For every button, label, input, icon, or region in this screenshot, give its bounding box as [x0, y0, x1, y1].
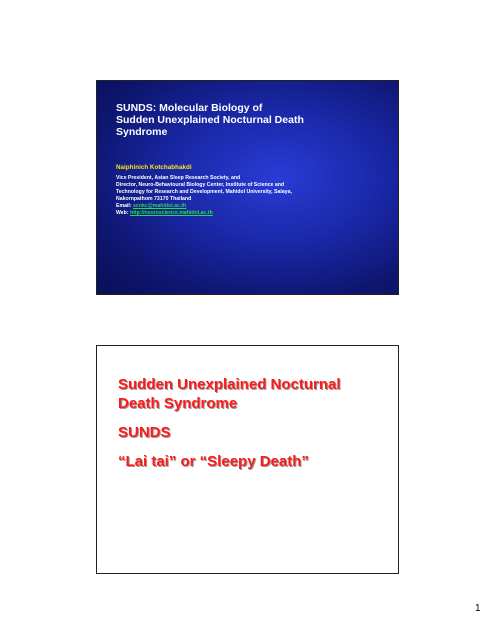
title-line-1: SUNDS: Molecular Biology of — [116, 102, 263, 114]
slide-2-acronym: SUNDS — [118, 424, 171, 441]
slide-1 — [96, 80, 399, 295]
title-line-2: Sudden Unexplained Nocturnal Death — [116, 114, 304, 126]
slide-2-heading-line-2: Death Syndrome — [118, 395, 238, 412]
page-number: 1 — [475, 603, 481, 614]
web-link[interactable]: http://neuroscience.mahidol.ac.th — [130, 210, 213, 217]
email-label: Email: — [116, 203, 134, 210]
affiliation-line: Vice President, Asian Sleep Research Society, and — [116, 175, 241, 181]
slide-2 — [96, 345, 399, 574]
email-link[interactable]: scnkc@mahidol.ac.th — [133, 203, 187, 210]
slide-2-heading-line-1: Sudden Unexplained Nocturnal — [118, 376, 341, 393]
slide-2-alias: “Lai tai” or “Sleepy Death” — [118, 453, 309, 470]
author-name: Naiphinich Kotchabhakdi — [116, 164, 192, 171]
email-row — [116, 203, 396, 210]
web-label: Web: — [116, 210, 131, 217]
affiliation-line: Technology for Research and Development, Mahidol University, Salaya, — [116, 189, 292, 196]
title-line-3: Syndrome — [116, 126, 168, 138]
slide-1-title — [116, 102, 386, 138]
web-row — [116, 210, 396, 217]
affiliation-block — [116, 175, 396, 218]
affiliation-line: Director, Neuro-Behavioural Biology Center, Institute of Science and — [116, 182, 285, 189]
affiliation-line: Nakornpathom 73170 Thailand — [116, 196, 192, 203]
